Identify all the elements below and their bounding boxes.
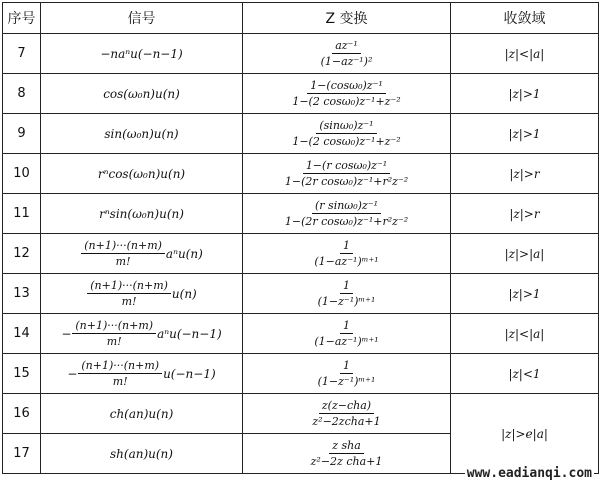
row-number: 16	[3, 394, 41, 434]
signal-suffix: u(n)	[171, 286, 197, 301]
roc-cell: |z|>1	[451, 114, 599, 154]
signal-prefix: −	[61, 326, 72, 341]
z-denominator: 1−(2r cosω₀)z⁻¹+r²z⁻²	[284, 175, 409, 188]
z-fraction	[315, 279, 379, 308]
signal-suffix: aⁿu(n)	[165, 246, 203, 261]
roc-cell: |z|<|a|	[451, 314, 599, 354]
z-fraction	[315, 359, 379, 388]
signal-expression	[67, 359, 215, 388]
signal-suffix: u(−n−1)	[163, 366, 216, 381]
z-transform-cell	[243, 434, 451, 474]
row-number: 17	[3, 434, 41, 474]
z-transform-cell	[243, 34, 451, 74]
z-numerator: 1−(r cosω₀)z⁻¹	[303, 159, 390, 174]
roc-cell: |z|<|a|	[451, 34, 599, 74]
z-numerator: 1	[340, 319, 353, 334]
row-number: 13	[3, 274, 41, 314]
z-fraction	[282, 159, 411, 188]
roc-cell: |z|>r	[451, 154, 599, 194]
z-denominator: z²−2z cha+1	[310, 455, 383, 468]
signal-denominator: m!	[112, 375, 128, 388]
z-denominator: (1−z⁻¹)ᵐ⁺¹	[317, 375, 376, 388]
z-transform-cell	[243, 114, 451, 154]
signal-fraction	[78, 359, 162, 388]
z-fraction	[309, 399, 383, 428]
signal-expression	[86, 279, 197, 308]
watermark-url: www.eadianqi.com	[466, 466, 592, 481]
row-number: 15	[3, 354, 41, 394]
signal-numerator: (n+1)···(n+m)	[87, 279, 171, 294]
signal-fraction	[87, 279, 171, 308]
roc-cell: |z|>1	[451, 74, 599, 114]
signal-numerator: (n+1)···(n+m)	[81, 239, 165, 254]
signal-numerator: (n+1)···(n+m)	[72, 319, 156, 334]
row-number: 9	[3, 114, 41, 154]
z-denominator: 1−(2r cosω₀)z⁻¹+r²z⁻²	[284, 215, 409, 228]
table-row	[3, 154, 599, 194]
z-denominator: (1−az⁻¹)²	[320, 55, 373, 68]
row-number: 8	[3, 74, 41, 114]
z-transform-table	[2, 2, 599, 474]
z-numerator: az⁻¹	[332, 39, 361, 54]
table-row	[3, 74, 599, 114]
row-number: 14	[3, 314, 41, 354]
z-denominator: (1−az⁻¹)ᵐ⁺¹	[314, 255, 379, 268]
table-row	[3, 354, 599, 394]
z-denominator: (1−az⁻¹)ᵐ⁺¹	[314, 335, 379, 348]
roc-cell: |z|>r	[451, 194, 599, 234]
header-no: 序号	[3, 3, 41, 34]
signal-expression	[80, 239, 203, 268]
signal-numerator: (n+1)···(n+m)	[78, 359, 162, 374]
z-fraction	[318, 39, 376, 68]
header-z-transform: Z 变换	[243, 3, 451, 34]
signal-denominator: m!	[106, 335, 122, 348]
roc-cell: |z|<1	[451, 354, 599, 394]
signal-cell: sin(ω₀n)u(n)	[41, 114, 243, 154]
z-denominator: 1−(2 cosω₀)z⁻¹+z⁻²	[292, 95, 401, 108]
z-denominator: (1−z⁻¹)ᵐ⁺¹	[317, 295, 376, 308]
table-row	[3, 394, 599, 434]
z-transform-cell	[243, 394, 451, 434]
signal-cell	[41, 314, 243, 354]
z-fraction	[311, 239, 381, 268]
z-fraction	[282, 199, 411, 228]
z-transform-cell	[243, 234, 451, 274]
table-row	[3, 114, 599, 154]
signal-fraction	[81, 239, 165, 268]
z-fraction	[308, 439, 386, 468]
signal-prefix: −	[67, 366, 78, 381]
row-number: 12	[3, 234, 41, 274]
signal-cell	[41, 354, 243, 394]
z-numerator: (sinω₀)z⁻¹	[316, 119, 376, 134]
table-row	[3, 314, 599, 354]
row-number: 10	[3, 154, 41, 194]
signal-fraction	[72, 319, 156, 348]
z-numerator: 1−(cosω₀)z⁻¹	[307, 79, 386, 94]
signal-cell: cos(ω₀n)u(n)	[41, 74, 243, 114]
signal-cell	[41, 274, 243, 314]
z-transform-cell	[243, 154, 451, 194]
signal-cell: rⁿcos(ω₀n)u(n)	[41, 154, 243, 194]
z-fraction	[311, 319, 381, 348]
z-transform-cell	[243, 74, 451, 114]
z-numerator: (r sinω₀)z⁻¹	[312, 199, 381, 214]
z-fraction	[289, 119, 403, 148]
signal-denominator: m!	[121, 295, 137, 308]
table-row	[3, 34, 599, 74]
row-number: 11	[3, 194, 41, 234]
z-numerator: z(z−cha)	[319, 399, 374, 414]
roc-cell: |z|>|a|	[451, 234, 599, 274]
header-roc: 收敛域	[451, 3, 599, 34]
signal-cell: sh(an)u(n)	[41, 434, 243, 474]
z-numerator: 1	[340, 359, 353, 374]
signal-suffix: aⁿu(−n−1)	[157, 326, 222, 341]
signal-cell: ch(an)u(n)	[41, 394, 243, 434]
roc-cell-merged: |z|>e|a|	[451, 394, 599, 474]
roc-cell: |z|>1	[451, 274, 599, 314]
z-denominator: 1−(2 cosω₀)z⁻¹+z⁻²	[292, 135, 401, 148]
header-row	[3, 3, 599, 34]
table-row	[3, 194, 599, 234]
signal-cell	[41, 234, 243, 274]
signal-denominator: m!	[115, 255, 131, 268]
z-numerator: z sha	[329, 439, 364, 454]
signal-cell: rⁿsin(ω₀n)u(n)	[41, 194, 243, 234]
z-numerator: 1	[340, 239, 353, 254]
z-transform-cell	[243, 354, 451, 394]
z-numerator: 1	[340, 279, 353, 294]
table-row	[3, 234, 599, 274]
z-transform-cell	[243, 194, 451, 234]
z-transform-cell	[243, 274, 451, 314]
z-transform-cell	[243, 314, 451, 354]
header-signal: 信号	[41, 3, 243, 34]
signal-cell: −naⁿu(−n−1)	[41, 34, 243, 74]
z-denominator: z²−2zcha+1	[312, 415, 381, 428]
z-fraction	[289, 79, 403, 108]
signal-expression	[61, 319, 221, 348]
row-number: 7	[3, 34, 41, 74]
table-row	[3, 274, 599, 314]
